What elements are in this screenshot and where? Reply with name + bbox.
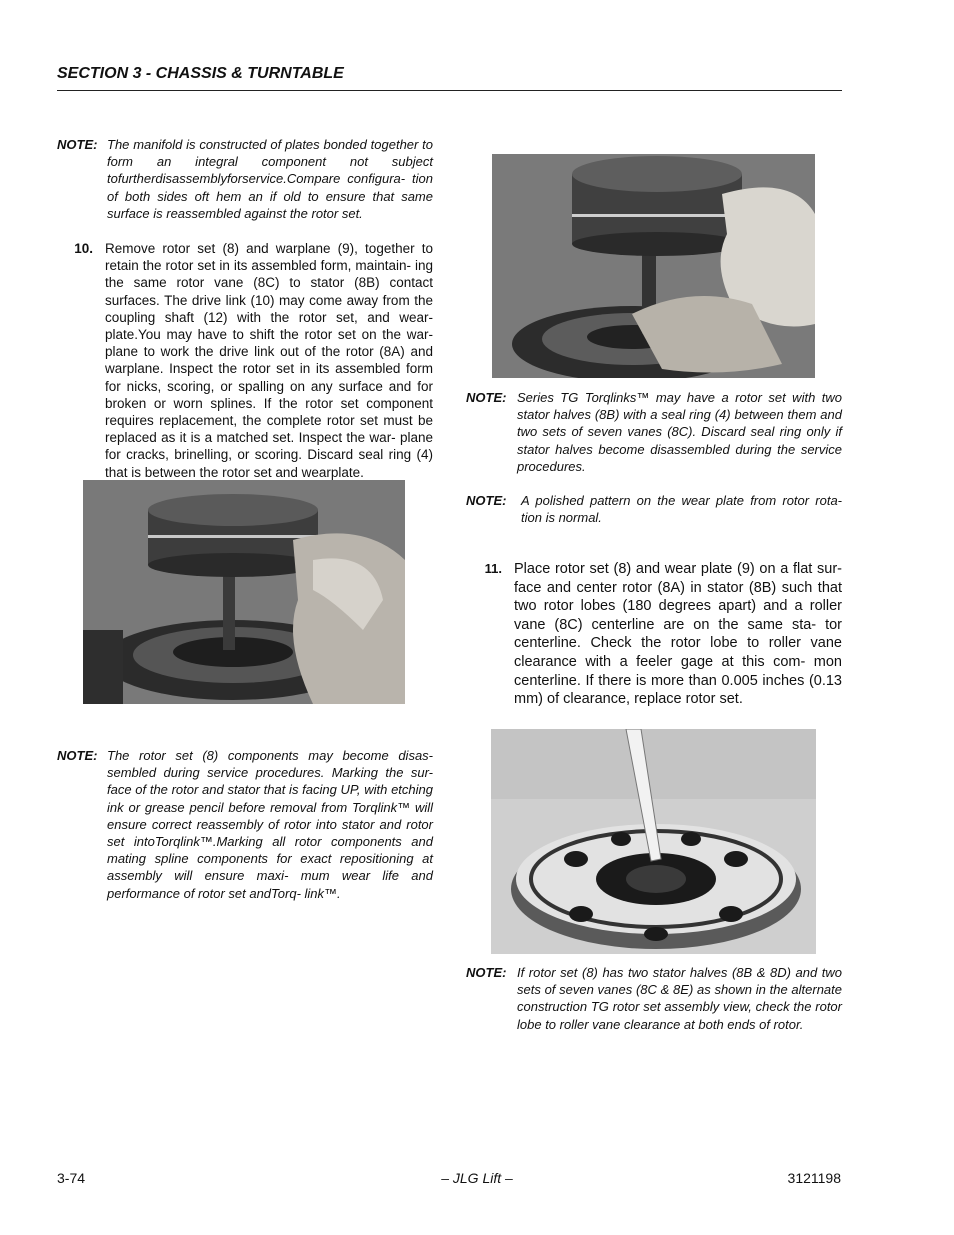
note-label: NOTE: bbox=[57, 137, 98, 152]
note-text: The manifold is constructed of plates bonded together to form an integral component not subject tofurtherdisassemblyforservice.Compare configura- tion of both sides oft hem an if old to ensure that same surface is reassembled against the rotor set. bbox=[107, 137, 433, 221]
note-text: Series TG Torqlinks™ may have a rotor set with two stator halves (8B) with a seal ring (4) between them and two sets of seven vanes (8C). Discard seal ring only if stator halves become disassembled during the service procedures. bbox=[517, 390, 842, 474]
note-label: NOTE: bbox=[466, 493, 507, 508]
rotor-set-lift-photo bbox=[492, 154, 815, 378]
step-text: Place rotor set (8) and wear plate (9) on a flat sur- face and center rotor (8A) in stator (8B) such that two rotor lobes (180 degrees apart) and a roller vane (8C) centerline are on the same sta- tor centerline. Check the rotor lobe to roller vane clearance with a feeler gage at this com- mon centerline. If there is more than 0.005 inches (0.13 mm) of clearance, replace rotor set. bbox=[514, 561, 842, 708]
page-number: 3-74 bbox=[57, 1170, 86, 1186]
note-series-tg bbox=[466, 389, 842, 475]
step-text: Remove rotor set (8) and warplane (9), together to retain the rotor set in its assembled form, maintain- ing the same rotor vane (8C) to stator (8B) contact surfaces. The drive link (10) may come away from the coupling shaft (12) with the rotor set, and wear- plate.You may have to shift the rotor set on the war- plane to work the drive link out of the rotor (8A) and warplane. Inspect the rotor set in its assembled form for nicks, scoring, or spalling on any surface and for broken or worn splines. If the rotor set component requires replacement, the complete rotor set must be replaced as it is a matched set. Inspect the war- plane for cracks, brinelling, or scoring. Discard seal ring (4) that is between the rotor set and wearplate. bbox=[105, 241, 433, 480]
feeler-gage-photo bbox=[491, 729, 816, 954]
step-number: 11. bbox=[484, 561, 502, 576]
footer-center: – JLG Lift – bbox=[441, 1170, 513, 1186]
note-text: If rotor set (8) has two stator halves (8B & 8D) and two sets of seven vanes (8C & 8E) as shown in the alternate construction TG rotor set assembly view, check the rotor lobe to roller vane clearance at both ends of rotor. bbox=[517, 965, 842, 1032]
step-10 bbox=[57, 240, 433, 481]
note-text: A polished pattern on the wear plate from rotor rota- tion is normal. bbox=[521, 493, 842, 526]
note-rotor-components bbox=[57, 747, 433, 902]
rotor-removal-photo bbox=[83, 480, 405, 704]
step-11 bbox=[466, 560, 842, 709]
note-two-stator-halves bbox=[466, 964, 842, 1033]
note-text: The rotor set (8) components may become disas- sembled during service procedures. Marking the sur- face of the rotor and stator that is facing UP, with etching ink or grease pencil before removal from Torqlink™ will ensure correct reassembly of rotor into stator and rotor set intoTorqlink™.Marking all rotor components and mating spline components for exact repositioning at assembly will ensure maxi- mum wear life and performance of rotor set andTorq- link™. bbox=[107, 748, 433, 901]
note-label: NOTE: bbox=[466, 390, 507, 405]
step-number: 10. bbox=[74, 241, 93, 256]
note-label: NOTE: bbox=[57, 748, 98, 763]
document-number: 3121198 bbox=[787, 1170, 841, 1186]
header-rule bbox=[57, 90, 842, 91]
note-label: NOTE: bbox=[466, 965, 507, 980]
note-polished-pattern bbox=[466, 492, 842, 526]
note-manifold bbox=[57, 136, 433, 222]
section-title: SECTION 3 - CHASSIS & TURNTABLE bbox=[57, 65, 344, 82]
